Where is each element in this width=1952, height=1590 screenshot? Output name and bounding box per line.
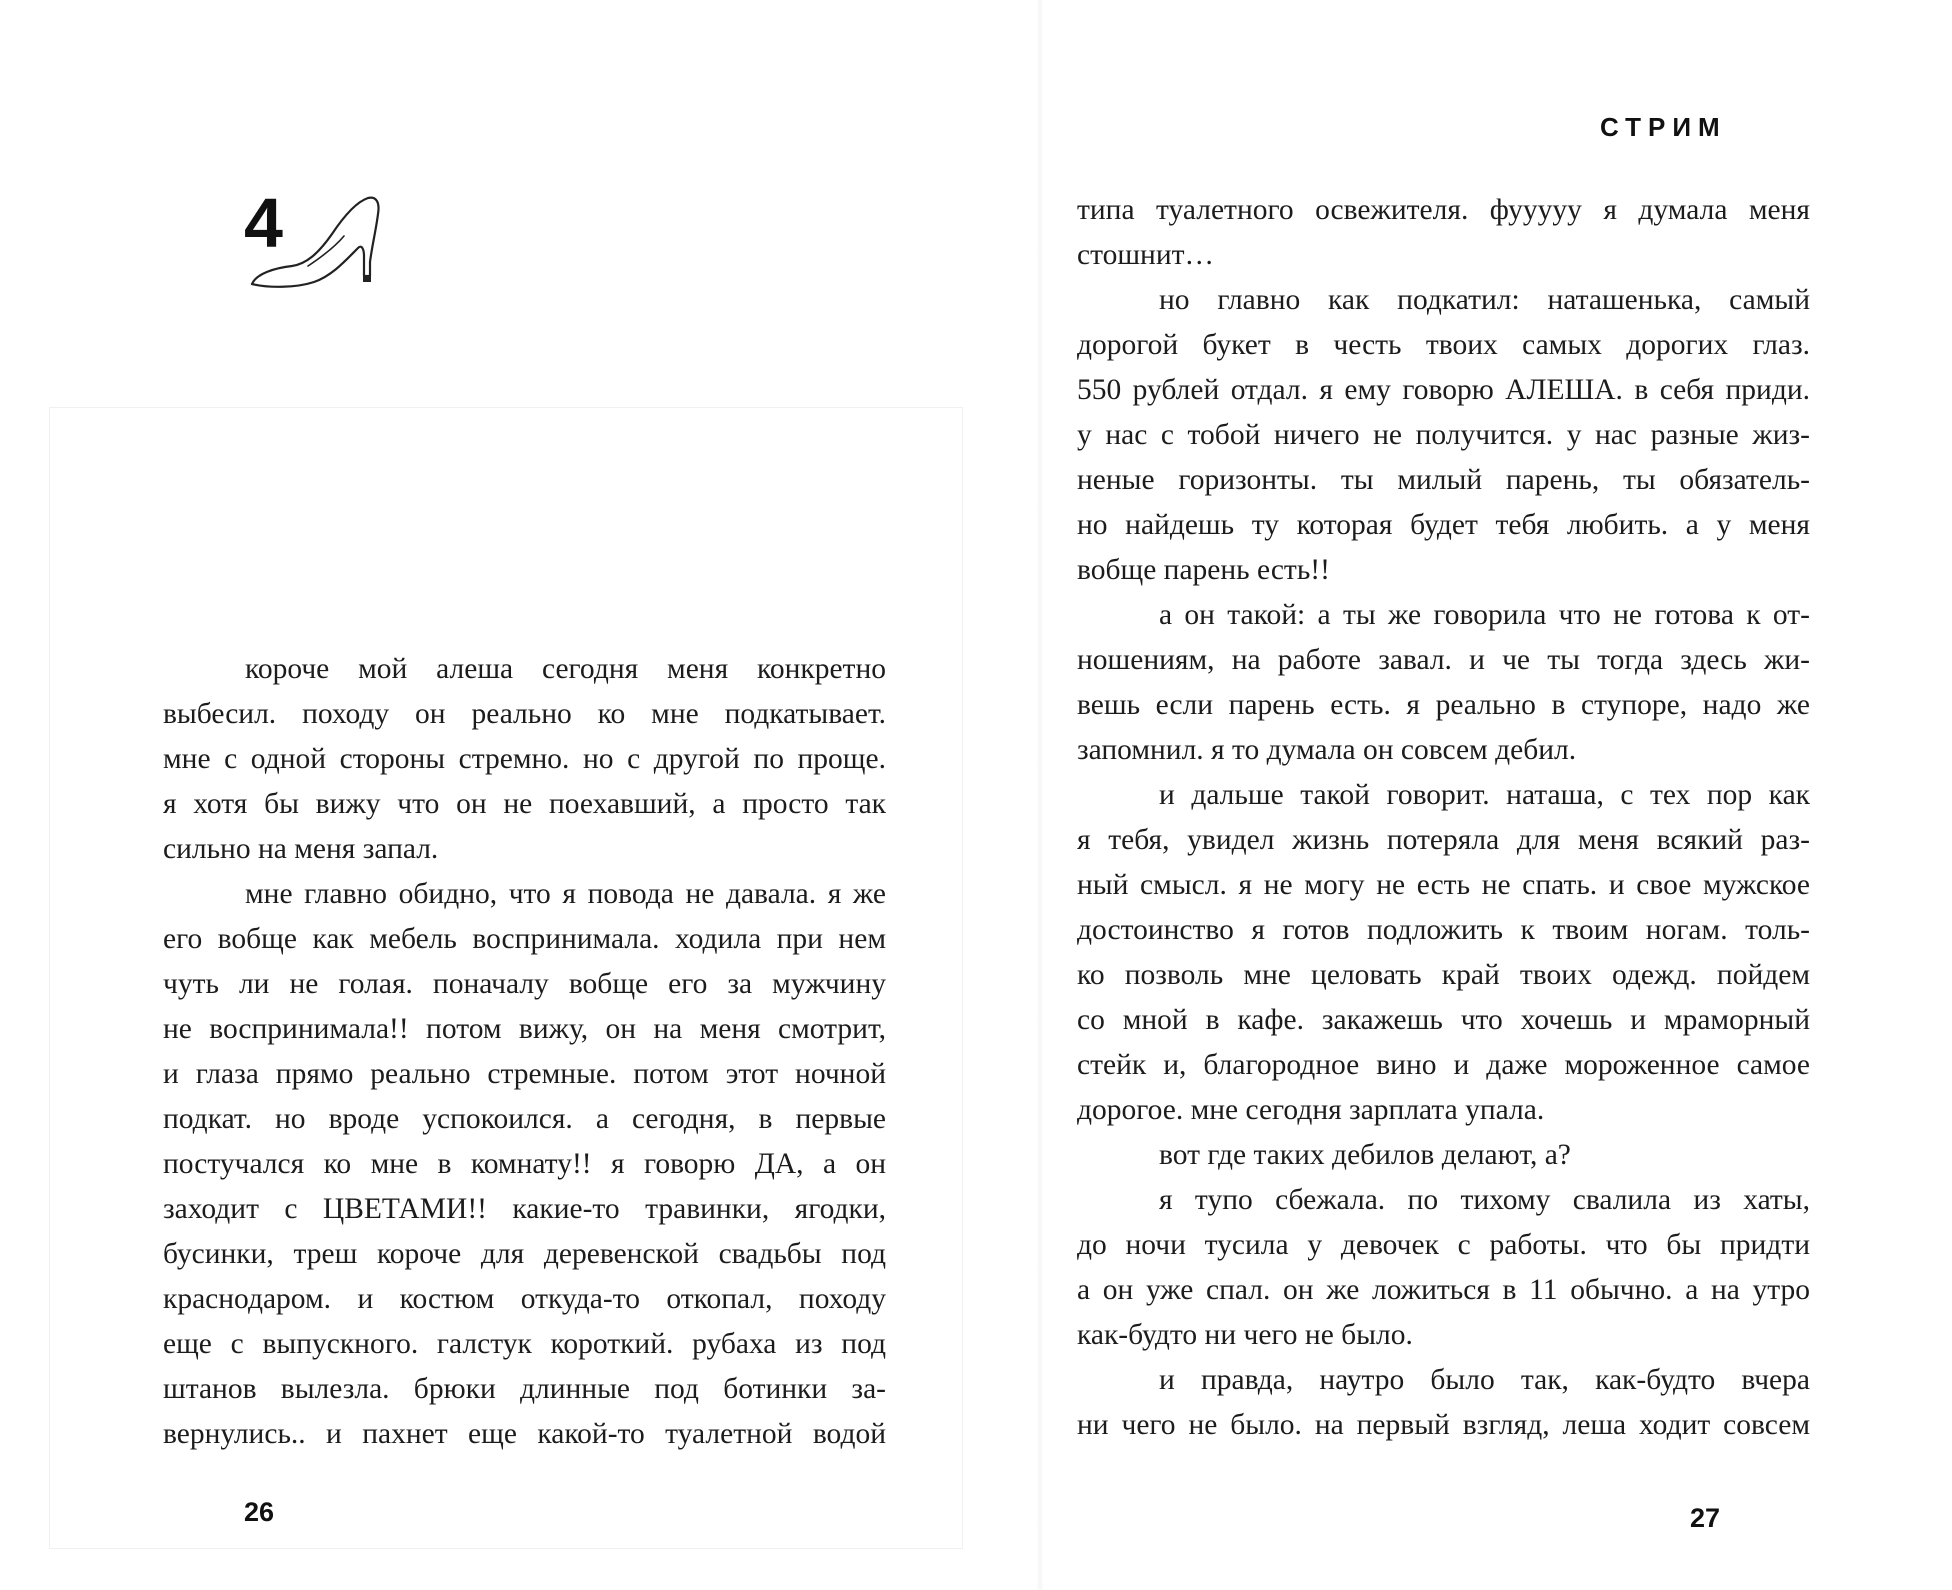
page-number-left: 26 <box>244 1497 275 1527</box>
right-page-text <box>1077 188 1810 1448</box>
text-line: еще с выпускного. галстук короткий. рубаха из под <box>163 1328 886 1360</box>
text-line: короче мой алеша сегодня меня конкретно <box>245 653 886 685</box>
text-line: дорогой букет в честь твоих самых дорогих глаз. <box>1077 329 1810 361</box>
chapter-number: 4 <box>244 184 283 262</box>
text-line: стошнит… <box>1077 239 1215 271</box>
page-number-right: 27 <box>1690 1503 1721 1533</box>
text-line: не воспринимала!! потом вижу, он на меня смотрит, <box>163 1013 886 1045</box>
text-line: краснодаром. и костюм откуда-то откопал, походу <box>163 1283 886 1315</box>
text-line: запомнил. я то думала он совсем дебил. <box>1077 734 1577 766</box>
high-heel-shoe-icon <box>248 196 384 296</box>
text-line: постучался ко мне в комнату!! я говорю ДА, а он <box>163 1148 886 1180</box>
text-line: а он уже спал. он же ложиться в 11 обычно. а на утро <box>1077 1274 1810 1306</box>
text-line: я тебя, увидел жизнь потеряла для меня всякий раз- <box>1077 824 1810 856</box>
text-line: его вобще как мебель воспринимала. ходила при нем <box>163 923 886 955</box>
text-line: неные горизонты. ты милый парень, ты обязатель- <box>1077 464 1810 496</box>
text-line: и дальше такой говорит. наташа, с тех пор как <box>1159 779 1810 811</box>
text-line: со мной в кафе. закажешь что хочешь и мраморный <box>1077 1004 1810 1036</box>
text-line: и глаза прямо реально стремные. потом этот ночной <box>163 1058 886 1090</box>
text-line: и правда, наутро было так, как-будто вчера <box>1159 1364 1810 1396</box>
text-line: стейк и, благородное вино и даже мороженное самое <box>1077 1049 1810 1081</box>
text-line: дорогое. мне сегодня зарплата упала. <box>1077 1094 1545 1126</box>
text-line: я хотя бы вижу что он не поехавший, а просто так <box>163 788 886 820</box>
text-line: заходит с ЦВЕТАМИ!! какие-то травинки, ягодки, <box>163 1193 886 1225</box>
left-page-text <box>163 647 886 1457</box>
text-line: 550 рублей отдал. я ему говорю АЛЕША. в себя приди. <box>1077 374 1810 406</box>
text-line: выбесил. походу он реально ко мне подкатывает. <box>163 698 886 730</box>
text-line: а он такой: а ты же говорила что не готова к от- <box>1159 599 1810 631</box>
text-line: вот где таких дебилов делают, а? <box>1159 1139 1571 1171</box>
text-line: ношениям, на работе завал. и че ты тогда здесь жи- <box>1077 644 1810 676</box>
text-line: бусинки, треш короче для деревенской свадьбы под <box>163 1238 886 1270</box>
text-line: у нас с тобой ничего не получится. у нас разные жиз- <box>1077 419 1810 451</box>
text-line: но найдешь ту которая будет тебя любить. а у меня <box>1077 509 1810 541</box>
text-line: мне с одной стороны стремно. но с другой по проще. <box>163 743 886 775</box>
text-line: мне главно обидно, что я повода не давала. я же <box>245 878 886 910</box>
text-line: штанов вылезла. брюки длинные под ботинки за- <box>163 1373 886 1405</box>
text-line: я тупо сбежала. по тихому свалила из хаты, <box>1159 1184 1810 1216</box>
text-line: ни чего не было. на первый взгляд, леша ходит совсем <box>1077 1409 1810 1441</box>
book-gutter <box>1036 0 1044 1590</box>
text-line: вернулись.. и пахнет еще какой-то туалетной водой <box>163 1418 886 1450</box>
running-head: СТРИМ <box>1600 112 1727 142</box>
text-line: достоинство я готов подложить к твоим ногам. толь- <box>1077 914 1810 946</box>
text-line: сильно на меня запал. <box>163 833 439 865</box>
text-line: вобще парень есть!! <box>1077 554 1330 586</box>
text-line: ный смысл. я не могу не есть не спать. и свое мужское <box>1077 869 1810 901</box>
text-line: типа туалетного освежителя. фууууу я думала меня <box>1077 194 1810 226</box>
text-line: вешь если парень есть. я реально в ступоре, надо же <box>1077 689 1810 721</box>
text-line: ко позволь мне целовать край твоих одежд. пойдем <box>1077 959 1810 991</box>
text-line: чуть ли не голая. поначалу вобще его за мужчину <box>163 968 886 1000</box>
text-line: до ночи тусила у девочек с работы. что бы придти <box>1077 1229 1810 1261</box>
text-line: как-будто ни чего не было. <box>1077 1319 1413 1351</box>
text-line: подкат. но вроде успокоился. а сегодня, в первые <box>163 1103 886 1135</box>
text-line: но главно как подкатил: наташенька, самый <box>1159 284 1810 316</box>
